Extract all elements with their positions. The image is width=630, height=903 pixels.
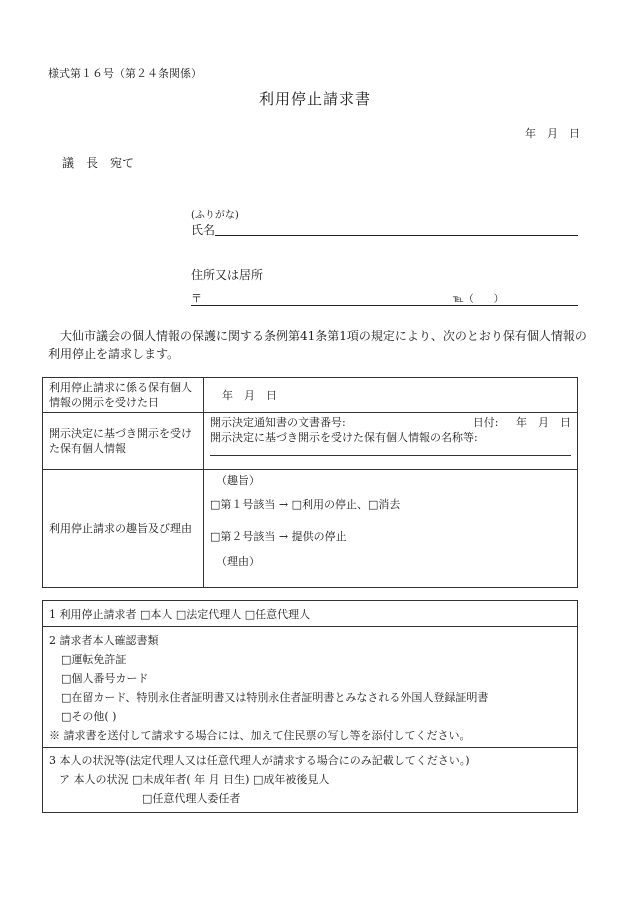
- table-row: [43, 378, 578, 413]
- identity-documents-heading: 2 請求者本人確認書類: [49, 634, 159, 647]
- doc-number-label: 開示決定通知書の文書番号:: [210, 416, 346, 429]
- tel-label: ℡（ ）: [453, 294, 504, 305]
- name-field-line[interactable]: [215, 235, 578, 236]
- request-table: [42, 377, 578, 588]
- id-option-other[interactable]: □その他( ): [61, 710, 117, 723]
- decision-date-label: 日付:: [472, 416, 499, 429]
- mail-note: ※ 請求書を送付して請求する場合には、加えて住民票の写し等を添付してください。: [49, 729, 471, 742]
- disclosure-date-label: 利用停止請求に係る保有個人情報の開示を受けた日: [43, 378, 204, 413]
- table-row: [43, 470, 578, 588]
- purpose-reason-field[interactable]: [204, 470, 578, 588]
- id-option-my-number-card[interactable]: □個人番号カード: [61, 672, 149, 685]
- address-label: 住所又は居所: [191, 268, 264, 282]
- requester-type-section[interactable]: 1 利用停止請求者 □本人 □法定代理人 □任意代理人: [43, 601, 577, 627]
- info-name-line: [210, 455, 571, 456]
- purpose-option-1[interactable]: □第１号該当 → □利用の停止、□消去: [210, 498, 401, 511]
- id-option-drivers-license[interactable]: □運転免許証: [61, 653, 127, 666]
- id-option-residence-card[interactable]: □在留カード、特別永住者証明書又は特別永住者証明書とみなされる外国人登録証明書: [61, 691, 489, 704]
- form-number: 様式第１６号（第２４条関係）: [48, 67, 202, 80]
- postal-mark: 〒: [191, 292, 202, 305]
- furigana-label: (ふりがな): [191, 210, 239, 221]
- decision-date-value: 年 月 日: [516, 416, 571, 429]
- name-label: 氏名: [191, 223, 216, 237]
- disclosure-date-field[interactable]: 年 月 日: [204, 378, 578, 413]
- disclosed-info-label: 開示決定に基づき開示を受けた保有個人情報: [43, 413, 204, 470]
- purpose-option-2[interactable]: □第２号該当 → 提供の停止: [210, 530, 347, 543]
- intro-text: 大仙市議会の個人情報の保護に関する条例第41条第1項の規定により、次のとおり保有個人情報の利用停止を請求します。: [48, 329, 587, 361]
- identity-documents-section: [43, 627, 577, 748]
- principal-status-heading: 3 本人の状況等(法定代理人又は任意代理人が請求する場合にのみ記載してください。): [49, 754, 470, 767]
- table-row: [43, 413, 578, 470]
- principal-status-options[interactable]: ア 本人の状況 □未成年者( 年 月 日生) □成年被後見人: [59, 773, 330, 786]
- principal-status-option-delegator[interactable]: □任意代理人委任者: [142, 792, 241, 805]
- info-name-label: 開示決定に基づき開示を受けた保有個人情報の名称等:: [210, 431, 478, 444]
- request-date: 年 月 日: [525, 127, 580, 140]
- principal-status-section: [43, 748, 577, 812]
- purpose-heading: （趣旨）: [216, 474, 260, 487]
- disclosed-info-field[interactable]: [204, 413, 578, 470]
- purpose-reason-label: 利用停止請求の趣旨及び理由: [43, 470, 204, 588]
- address-field-line[interactable]: [191, 305, 578, 306]
- reason-heading: （理由）: [216, 555, 260, 568]
- requester-info-box: [42, 600, 578, 813]
- page-title: 利用停止請求書: [258, 90, 371, 108]
- addressee: 議 長 宛て: [62, 156, 135, 170]
